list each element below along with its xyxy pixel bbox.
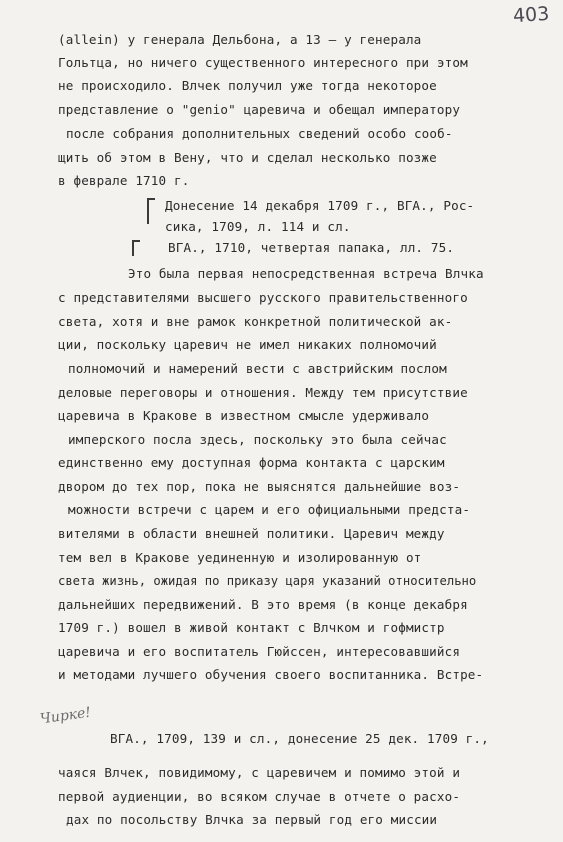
text-line: чаяся Влчек, повидимому, с царевичем и помимо этой и	[58, 765, 461, 780]
text-line: 1709 г.) вошел в живой контакт с Влчком и гофмистр	[58, 620, 445, 635]
text-line: вителями в области внешней политики. Царевич между	[58, 526, 445, 541]
text-line: света, хотя и вне рамок конкретной политической ак-	[58, 314, 453, 329]
text-line: единственно ему доступная форма контакта с царским	[58, 455, 445, 470]
text-line: имперского посла здесь, поскольку это была сейчас	[68, 432, 447, 447]
text-line: и методами лучшего обучения своего воспитанника. Встре-	[58, 667, 484, 682]
text-line: представление о "genio" царевича и обещал императору	[58, 102, 461, 117]
margin-note: Чирке!	[39, 704, 92, 728]
page-number: 403	[512, 2, 550, 28]
text-line: щить об этом в Вену, что и сделал несколько позже	[58, 150, 437, 165]
text-line: можности встречи с царем и его официальными предста-	[68, 502, 471, 517]
text-line: после собрания дополнительных сведений особо сооб-	[66, 126, 453, 141]
text-line: Гольтца, но ничего существенного интересного при этом	[58, 55, 468, 70]
footnote-bracket	[147, 198, 155, 224]
text-line: света жизнь, ожидая по приказу царя указаний относительно	[58, 574, 477, 588]
text-line: царевича в Кракове в известном смысле удерживало	[58, 408, 430, 423]
text-line: ции, поскольку царевич не имел никаких полномочий	[58, 337, 437, 352]
text-line: царевича и его воспитатель Гюйссен, интересовавшийся	[58, 644, 461, 659]
footnote-bracket	[132, 240, 140, 256]
text-line: деловые переговоры и отношения. Между тем присутствие	[58, 385, 468, 400]
text-line: дах по посольству Влчка за первый год его миссии	[66, 812, 438, 827]
text-line: первой аудиенции, во всяком случае в отчете о расхо-	[58, 789, 461, 804]
text-line: двором до тех пор, пока не выяснятся дальнейшие воз-	[58, 479, 461, 494]
text-line: тем вел в Кракове уединенную и изолированную от	[58, 550, 422, 565]
footnote-line: ВГА., 1709, 139 и сл., донесение 25 дек. 1709 г.,	[110, 731, 489, 746]
footnote-line: Донесение 14 декабря 1709 г., ВГА., Рос-	[165, 198, 475, 213]
text-line: с представителями высшего русского правительственного	[58, 290, 468, 305]
footnote-line: ВГА., 1710, четвертая папака, лл. 75.	[168, 240, 455, 255]
text-line: в феврале 1710 г.	[58, 173, 190, 188]
text-line: не происходило. Влчек получил уже тогда некоторое	[58, 78, 437, 93]
footnote-line: сика, 1709, л. 114 и сл.	[165, 219, 351, 234]
text-line: Это была первая непосредственная встреча Влчка	[128, 266, 484, 281]
text-line: дальнейших передвижений. В это время (в конце декабря	[58, 597, 468, 612]
text-line: (allein) у генерала Дельбона, а 13 — у генерала	[58, 32, 422, 47]
text-line: полномочий и намерений вести с австрийским послом	[68, 361, 447, 376]
